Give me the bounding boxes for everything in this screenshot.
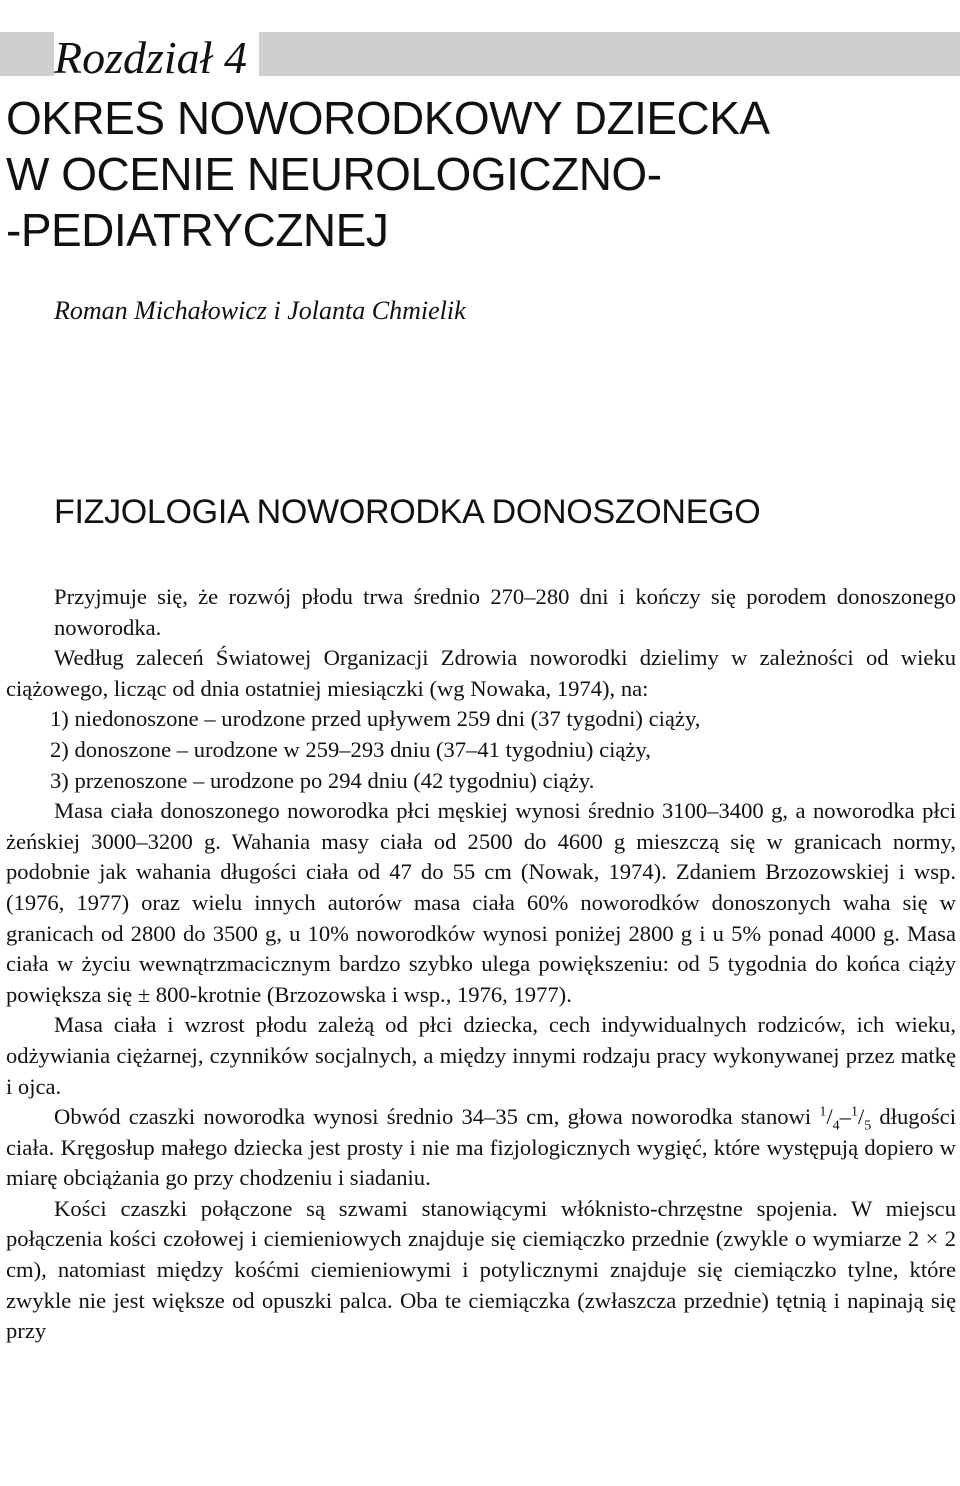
fraction-dash: –: [839, 1104, 851, 1130]
paragraph: Masa ciała donoszonego noworodka płci męskiej wynosi średnio 3100–3400 g, a noworodka płci żeńskiej 3000–3200 g. Wahania masy ciała od 2500 do 4600 g mieszczą się w granicach normy, podobnie jak wahania długości ciała od 47 do 55 cm (Nowak, 1974). Zdaniem Brzozowskiej i wsp. (1976, 1977) oraz wielu innych autorów masa ciała 60% noworodków donoszonych waha się w granicach od 2800 do 3500 g, u 10% noworodków wynosi poniżej 2800 g i u 5% ponad 4000 g. Masa ciała w życiu wewnątrzmacicznym bardzo szybko ulega powiększeniu: od 5 tygodnia do końca ciąży powiększa się ± 800-krotnie (Brzozowska i wsp., 1976, 1977).: [6, 798, 956, 1007]
chapter-header-bar: [0, 32, 960, 83]
paragraph: Masa ciała i wzrost płodu zależą od płci dziecka, cech indywidualnych rodziców, ich wieku, odżywiania ciężarnej, czynników socjalnych, a między innymi rodzaju pracy wykonywanej przez matkę i ojca.: [6, 1012, 956, 1099]
section-heading: FIZJOLOGIA NOWORODKA DONOSZONEGO: [54, 493, 761, 531]
paragraph: Kości czaszki połączone są szwami stanowiącymi włóknisto-chrzęstne spojenia. W miejscu połączenia kości czołowej i ciemieniowych znajduje się ciemiączko przednie (zwykle o wymiarze 2 × 2 cm), natomiast między kośćmi ciemieniowymi i potylicznymi znajduje się ciemiączko tylne, które zwykle nie jest większe od opuszki palca. Oba te ciemiączka (zwłaszcza przednie) tętnią i napinają się przy: [6, 1195, 956, 1344]
paragraph-text: Obwód czaszki noworodka wynosi średnio 34–35 cm, głowa noworodka stanowi: [54, 1104, 820, 1130]
list-item: 3) przenoszone – urodzone po 294 dniu (42 tygodniu) ciąży.: [50, 767, 595, 793]
chapter-title: [6, 90, 956, 258]
paragraph: [54, 582, 956, 643]
paragraph: Obwód czaszki noworodka wynosi średnio 34–35 cm, głowa noworodka stanowi $^1/_4-^1/_5$ długości ciała. Kręgosłup małego dziecka jest prosty i nie ma fizjologicznych wygięć, które występują dopiero w miarę obciążania go przy chodzeniu i siadaniu.: [6, 1104, 956, 1191]
list-item: 1) niedonoszone – urodzone przed upływem 259 dni (37 tygodni) ciąży,: [50, 706, 701, 732]
fraction-numerator: 1: [850, 1104, 858, 1120]
list-item: 2) donoszone – urodzone w 259–293 dniu (37–41 tygodniu) ciąży,: [50, 736, 651, 762]
fraction-denominator: 5: [864, 1118, 872, 1134]
chapter-title-line: W OCENIE NEUROLOGICZNO-: [6, 148, 662, 200]
chapter-title-line: OKRES NOWORODKOWY DZIECKA: [6, 92, 770, 144]
chapter-label: Rozdział 4: [54, 32, 259, 84]
paragraph-text: Przyjmuje się, że rozwój płodu trwa średnio 270–280 dni i kończy się porodem donoszonego noworodka.: [54, 584, 956, 640]
chapter-authors: Roman Michałowicz i Jolanta Chmielik: [54, 296, 466, 325]
paragraph: Według zaleceń Światowej Organizacji Zdrowia noworodki dzielimy w zależności od wieku ciążowego, licząc od dnia ostatniej miesiączki (wg Nowaka, 1974), na:: [6, 645, 956, 701]
chapter-title-line: -PEDIATRYCZNEJ: [6, 204, 389, 256]
body-text: [6, 582, 956, 1347]
paragraph-text: długości ciała. Kręgosłup małego dziecka jest prosty i nie ma fizjologicznych wygięć, które występują dopiero w miarę obciążania go przy chodzeniu i siadaniu.: [6, 1104, 956, 1191]
fraction-denominator: 4: [832, 1118, 840, 1134]
fraction-numerator: 1: [819, 1104, 827, 1120]
classification-list: [6, 704, 956, 796]
